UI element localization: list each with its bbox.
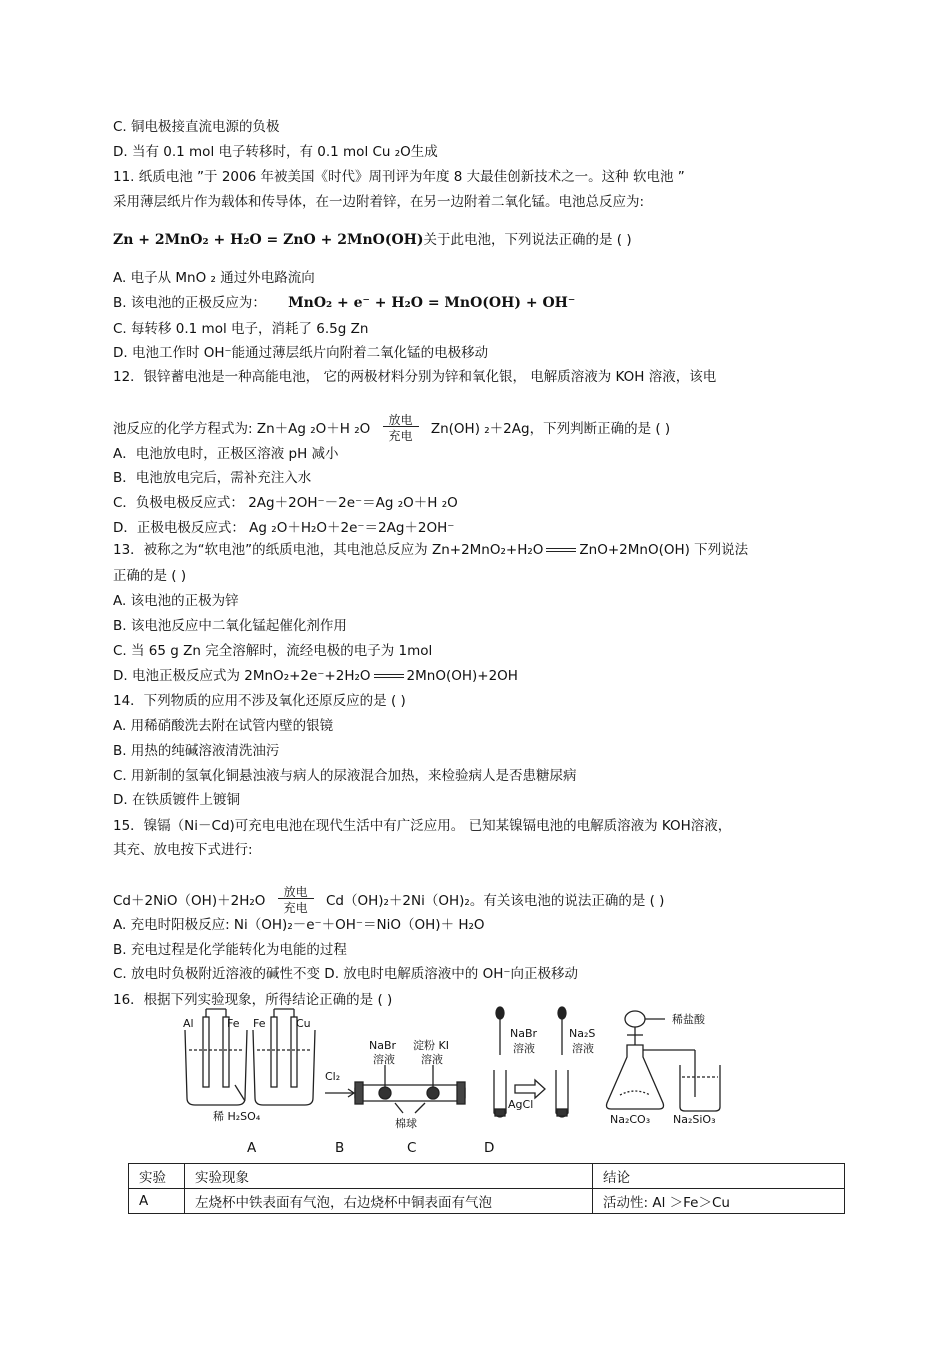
q11-line3 (113, 231, 632, 249)
q12-option-c: C．负极电极反应式： 2Ag＋2OH⁻－2e⁻＝Ag ₂O＋H ₂O (113, 495, 458, 511)
q13-option-d (113, 667, 518, 685)
apparatus-d (607, 1011, 721, 1111)
table-row (129, 1189, 845, 1214)
fig-label-nabr2: NaBr (510, 1027, 538, 1040)
q12-option-d: D．正极电极反应式： Ag ₂O＋H₂O＋2e⁻＝2Ag＋2OH⁻ (113, 520, 455, 536)
conical-flask (607, 1045, 664, 1109)
beaker-left (185, 1030, 247, 1105)
q11-line2: 采用薄层纸片作为载体和传导体，在一边附着锌，在另一边附着二氧化锰。电池总反应为: (113, 194, 645, 210)
q13-line1 (113, 541, 748, 559)
q12-option-a: A．电池放电时，正极区溶液 pH 减小 (113, 446, 339, 462)
fig-label-rongye2: 溶液 (421, 1053, 443, 1066)
q14-stem: 14．下列物质的应用不涉及氧化还原反应的是 ( ) (113, 693, 406, 709)
q13-line2: 正确的是 ( ) (113, 568, 187, 584)
q15-line1: 15．镍镉（Ni－Cd)可充电电池在现代生活中有广泛应用。 已知某镍镉电池的电解质溶液为 KOH溶液， (113, 818, 732, 834)
q11-option-b-text: B. 该电池的正极反应为： (113, 295, 266, 311)
experiment-figure (175, 1005, 735, 1133)
fig-label-cl2: Cl₂ (325, 1070, 341, 1083)
arrow-bottom-label: 充电 (388, 429, 413, 443)
panel-label-c: C (407, 1140, 417, 1156)
q14-option-d: D. 在铁质镀件上镀铜 (113, 792, 240, 808)
q14-option-c: C. 用新制的氢氧化铜悬浊液与病人的尿液混合加热，来检验病人是否患糖尿病 (113, 768, 577, 784)
q13-option-b: B. 该电池反应中二氧化锰起催化剂作用 (113, 618, 347, 634)
fig-label-dianfen: 淀粉 KI (413, 1039, 449, 1052)
arrow-bottom-label: 充电 (283, 901, 308, 915)
pointer-line (235, 1085, 245, 1101)
cotton-ball-1 (379, 1087, 391, 1099)
q13-option-c: C. 当 65 g Zn 完全溶解时，流经电极的电子为 1mol (113, 643, 433, 659)
option-d-prev: D. 当有 0.1 mol 电子转移时，有 0.1 mol Cu ₂O生成 (113, 144, 438, 160)
table-cell: 活动性: Al ＞Fe＞Cu (593, 1189, 845, 1214)
fig-label-na2s: Na₂S (569, 1027, 596, 1040)
panel-label-b: B (335, 1140, 345, 1156)
cotton-ball-2 (427, 1087, 439, 1099)
q11-line1: 11. 纸质电池 ”于 2006 年被美国《时代》周刊评为年度 8 大最佳创新技术之一。这种 软电池 ” (113, 169, 685, 185)
option-c-prev: C. 铜电极接直流电源的负极 (113, 119, 280, 135)
q15-option-c-d: C. 放电时负极附近溶液的碱性不变 D. 放电时电解质溶液中的 OH⁻向正极移动 (113, 966, 578, 982)
fig-label-rongye1: 溶液 (373, 1053, 395, 1066)
q12-pre: 池反应的化学方程式为: Zn＋Ag ₂O＋H ₂O (113, 421, 371, 437)
q15-line3 (113, 883, 664, 913)
table-header-cell: 实验现象 (185, 1164, 593, 1189)
q11-option-a: A. 电子从 MnO ₂ 通过外电路流向 (113, 270, 315, 286)
q12-line1: 12．银锌蓄电池是一种高能电池， 它的两极材料分别为锌和氧化银， 电解质溶液为 KOH 溶液，该电 (113, 369, 717, 385)
q12-line2 (113, 411, 670, 441)
arrow-top-label: 放电 (388, 413, 413, 427)
q11-formula: Zn + 2MnO₂ + H₂O = ZnO + 2MnO(OH) (113, 232, 424, 248)
q15-option-a: A. 充电时阳极反应: Ni（OH)₂－e⁻＋OH⁻＝NiO（OH)＋ H₂O (113, 917, 485, 933)
arrow-top-label: 放电 (283, 885, 308, 899)
table-header-cell: 实验 (129, 1164, 185, 1189)
q11-option-c: C. 每转移 0.1 mol 电子，消耗了 6.5g Zn (113, 321, 369, 337)
reaction-arrow (381, 411, 421, 441)
fig-label-na2sio3: Na₂SiO₃ (673, 1113, 716, 1126)
q14-option-a: A. 用稀硝酸洗去附在试管内壁的银镜 (113, 718, 334, 734)
q13-option-a: A. 该电池的正极为锌 (113, 593, 239, 609)
fig-label-fe1: Fe (227, 1017, 240, 1030)
dropper-bulb-2 (558, 1007, 566, 1019)
panel-label-d: D (484, 1140, 495, 1156)
glass-tube (355, 1085, 465, 1101)
experiment-table (128, 1163, 845, 1214)
q15-line2: 其充、放电按下式进行: (113, 842, 253, 858)
fig-label-mianqiu: 棉球 (395, 1117, 417, 1130)
q11-tail: 关于此电池，下列说法正确的是 ( ) (423, 232, 632, 248)
table-header-row (129, 1164, 845, 1189)
q15-option-b: B. 充电过程是化学能转化为电能的过程 (113, 942, 347, 958)
fig-label-hcl: 稀盐酸 (672, 1013, 705, 1026)
q11-option-d: D. 电池工作时 OH⁻能通过薄层纸片向附着二氧化锰的电极移动 (113, 345, 489, 361)
table-header-cell: 结论 (593, 1164, 845, 1189)
dropper-bulb-1 (496, 1007, 504, 1019)
q12-post: Zn(OH) ₂＋2Ag，下列判断正确的是 ( ) (430, 421, 671, 437)
q15-pre: Cd＋2NiO（OH)＋2H₂O (113, 893, 266, 909)
q14-option-b: B. 用热的纯碱溶液清洗油污 (113, 743, 280, 759)
electrode-fe2 (271, 1017, 277, 1087)
fig-label-al: Al (183, 1017, 194, 1030)
q12-option-b: B．电池放电完后，需补充注入水 (113, 470, 312, 486)
q16-stem: 16．根据下列实验现象，所得结论正确的是 ( ) (113, 992, 393, 1008)
q11-option-b (113, 294, 575, 312)
equal-bar (374, 674, 404, 678)
reaction-arrow (276, 883, 316, 913)
q15-post: Cd（OH)₂＋2Ni（OH)₂。有关该电池的说法正确的是 ( ) (325, 893, 665, 909)
beaker-d (680, 1065, 720, 1111)
q11-option-b-formula: MnO₂ + e⁻ + H₂O = MnO(OH) + OH⁻ (288, 295, 576, 311)
fig-label-na2co3: Na₂CO₃ (610, 1113, 651, 1126)
table-cell: 左烧杯中铁表面有气泡，右边烧杯中铜表面有气泡 (185, 1189, 593, 1214)
apparatus-bc (325, 1065, 465, 1113)
transfer-arrow (515, 1080, 545, 1098)
fig-label-fe2: Fe (253, 1017, 266, 1030)
fig-label-rongye3: 溶液 (513, 1042, 535, 1055)
fig-label-rongye4: 溶液 (572, 1042, 594, 1055)
q13-d-pre: D. 电池正极反应式为 2MnO₂+2e⁻+2H₂O (113, 668, 371, 684)
equal-bar (546, 548, 576, 552)
fig-label-h2so4: 稀 H₂SO₄ (213, 1110, 261, 1123)
table-cell: A (129, 1189, 185, 1214)
q13-d-post: 2MnO(OH)+2OH (406, 668, 518, 684)
q13-pre: 13．被称之为“软电池”的纸质电池，其电池总反应为 Zn+2MnO₂+H₂O (113, 542, 544, 558)
beaker-right (253, 1030, 315, 1105)
electrode-al (203, 1017, 209, 1087)
q13-post: ZnO+2MnO(OH) 下列说法 (579, 542, 749, 558)
panel-label-a: A (247, 1140, 257, 1156)
fig-label-cu: Cu (296, 1017, 311, 1030)
separatory-funnel (625, 1011, 645, 1027)
fig-label-nabr1: NaBr (369, 1039, 397, 1052)
fig-label-agcl: AgCl (508, 1098, 534, 1111)
